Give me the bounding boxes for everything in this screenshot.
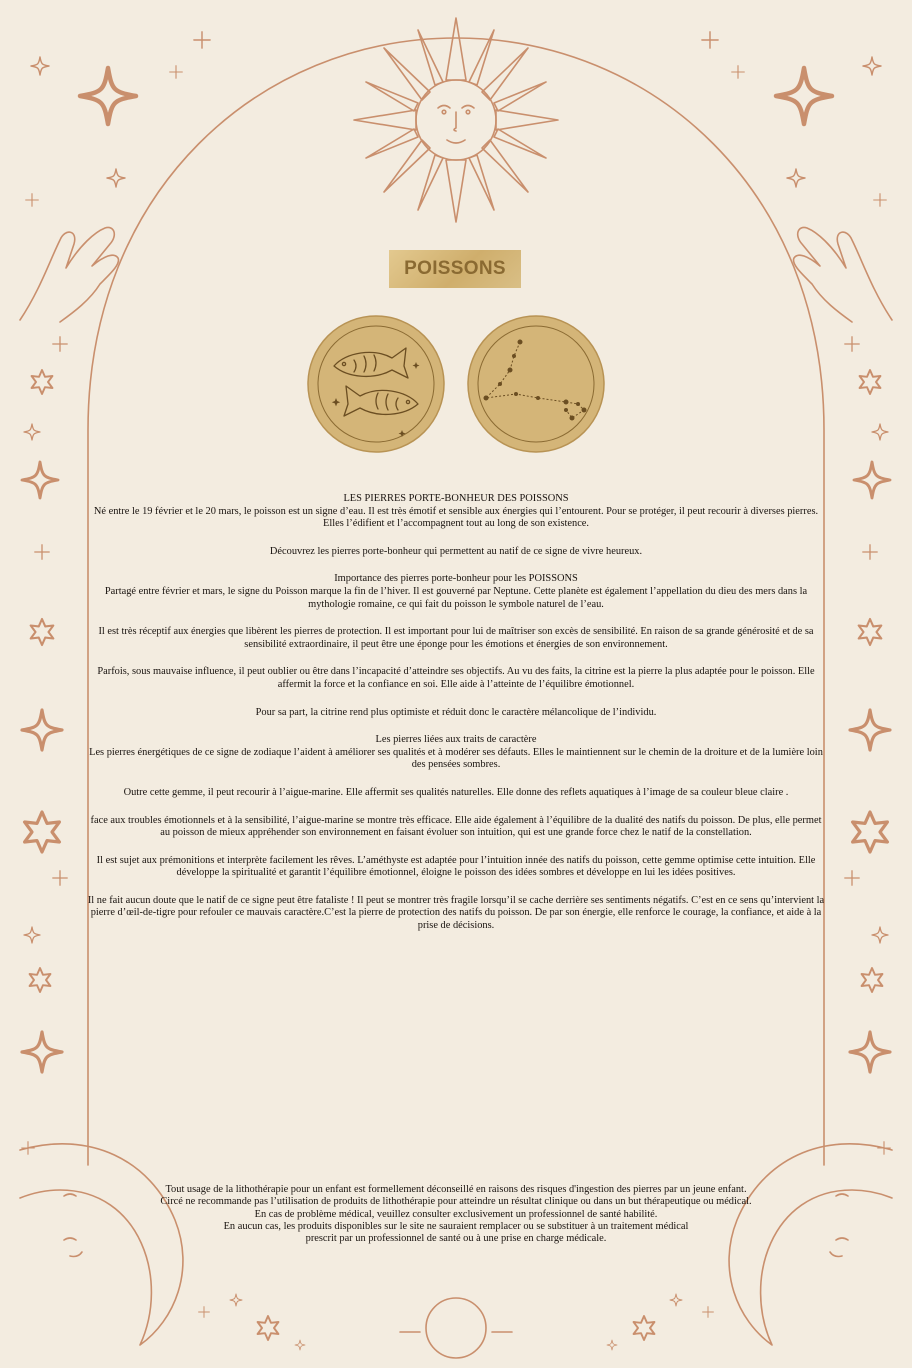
section-5-text: Parfois, sous mauvaise influence, il peut oublier ou être dans l’incapacité d’atteindre ses objectifs. Au vu des faits, la citrine est la pierre la plus adaptée pour le poisson. Elle affermit la force et la confiance en soi. Elle aide à l’atteinte de l’équilibre émotionnel. [97, 666, 815, 690]
constellation-medal-icon [466, 314, 606, 454]
main-content [86, 493, 826, 948]
section-1-heading: LES PIERRES PORTE-BONHEUR DES POISSONS [343, 493, 569, 504]
section-11-text: Il ne fait aucun doute que le natif de ce signe peut être fataliste ! Il peut se montrer très fragile lorsqu’il se cache derrière ses sentiments négatifs. C’est en ce sens qu’intervient la pierre d’œil-de-tigre pour refouler ce mauvais caractère.C’est la pierre de protection des natifs du poisson. De par son énergie, elle renforce le courage, la confiance, et aide à la prise de décisions. [87, 894, 825, 932]
sun-icon [354, 18, 558, 222]
disclaimer-line-5: prescrit par un professionnel de santé ou à une prise en charge médicale. [305, 1233, 607, 1245]
disclaimer [120, 1184, 792, 1245]
section-8 [86, 787, 826, 800]
disclaimer-line-4: En aucun cas, les produits disponibles sur le site ne sauraient remplacer ou se substituer à un traitement médical [223, 1220, 689, 1232]
section-11 [86, 895, 826, 933]
disclaimer-line-2: Circé ne recommande pas l’utilisation de produits de lithothérapie pour atteindre un résultat clinique ou dans un but thérapeutique ou médical. [160, 1196, 752, 1208]
section-3-text: Partagé entre février et mars, le signe du Poisson marque la fin de l’hiver. Il est gouverné par Neptune. Cette planète est également l’appellation du dieu des mers dans la mythologie romaine, ce qui fait du poisson le symbole naturel de l’eau. [104, 585, 808, 610]
sign-title: POISSONS [404, 258, 506, 279]
section-4-text: Il est très réceptif aux énergies que libèrent les pierres de protection. Il est important pour lui de maîtriser son excès de sensibilité. En raison de sa grande générosité et de sa sensibilité extraordinaire, il peut être une éponge pour les émotions et énergies de son environnement. [98, 626, 814, 650]
sparkle-right-icon [776, 68, 832, 124]
sign-title-plate [389, 250, 521, 288]
fish-medal-icon [306, 314, 446, 454]
sparkle-left-icon [80, 68, 136, 124]
section-2-text: Découvrez les pierres porte-bonheur qui permettent au natif de ce signe de vivre heureux. [269, 545, 643, 557]
section-7 [86, 734, 826, 772]
section-5 [86, 666, 826, 691]
section-9-text: face aux troubles émotionnels et à la sensibilité, l’aigue-marine se montre très efficace. Elle aide également à l’équilibre de la dualité des natifs du poisson. De plus, elle permet au poisson de mieux appréhender son environnement en faisant évoluer son intuition, qui est une grande force chez le natif de la constellation. [90, 814, 822, 839]
section-8-text: Outre cette gemme, il peut recourir à l’aigue-marine. Elle affermit ses qualités naturelles. Elle donne des reflets aquatiques à l’image de sa couleur bleue claire . [123, 786, 789, 798]
section-10-text: Il est sujet aux prémonitions et interprète facilement les rêves. L’améthyste est adaptée pour l’intuition innée des natifs du poisson, cette gemme optimise cette intuition. Elle développe la spiritualité et garantit l’équilibre émotionnel, éloigne le poisson des idées sombres et développe en lui les idées positives. [96, 854, 816, 879]
section-10 [86, 855, 826, 880]
bottom-moon-icon [400, 1298, 512, 1358]
section-1 [86, 493, 826, 531]
sparkle-top-right-icon [863, 57, 881, 75]
section-3-heading: Importance des pierres porte-bonheur pour les POISSONS [334, 573, 578, 585]
section-7-heading: Les pierres liées aux traits de caractère [375, 734, 537, 746]
section-7-text: Les pierres énergétiques de ce signe de zodiaque l’aident à améliorer ses qualités et à modérer ses défauts. Elles le maintiennent sur le chemin de la droiture et de la lumière loin des pensées sombres. [89, 746, 823, 771]
section-3 [86, 573, 826, 611]
section-4 [86, 626, 826, 651]
section-2 [86, 546, 826, 559]
disclaimer-line-3: En cas de problème médical, veuillez consulter exclusivement un professionnel de santé habilité. [254, 1208, 658, 1220]
section-1-text: Né entre le 19 février et le 20 mars, le poisson est un signe d’eau. Il est très émotif et sensible aux énergies qui l’entourent. Pour se protéger, il peut recourir à diverses pierres. Elles l’édifient et l’accompagnent tout au long de son existence. [93, 505, 819, 530]
sparkle-top-left-icon [31, 57, 49, 75]
section-6-text: Pour sa part, la citrine rend plus optimiste et réduit donc le caractère mélancolique de l’individu. [255, 706, 657, 718]
disclaimer-line-1: Tout usage de la lithothérapie pour un enfant est formellement déconseillé en raisons des risques d'ingestion des pierres par un jeune enfant. [165, 1184, 747, 1195]
section-6 [86, 707, 826, 720]
section-9 [86, 815, 826, 840]
